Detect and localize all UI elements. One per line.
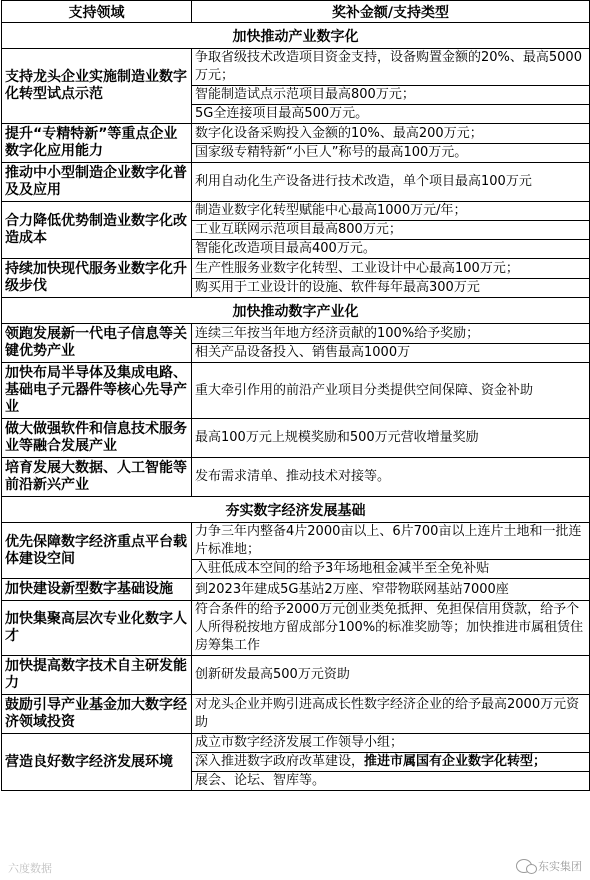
detail-cell: [192, 202, 590, 259]
table-row: [2, 656, 590, 695]
domain-cell: 提升“专精特新”等重点企业数字化应用能力: [2, 124, 192, 163]
domain-cell: 合力降低优势制造业数字化改造成本: [2, 202, 192, 259]
domain-cell: 培育发展大数据、人工智能等前沿新兴产业: [2, 458, 192, 497]
table-row: [2, 601, 590, 656]
section-title: 加快推动数字产业化: [2, 298, 590, 324]
domain-cell: 加快布局半导体及集成电路、基础电子元器件等核心先导产业: [2, 363, 192, 419]
detail-item: 展会、论坛、智库等。: [195, 773, 326, 788]
detail-item: 重大牵引作用的前沿产业项目分类提供空间保障、资金补助: [195, 382, 534, 398]
detail-item: 符合条件的给予2000万元创业类免抵押、免担保信用贷款，给予个人所得税按地方留成部分100%的标准奖励等；加快推进市属租赁住房筹集工作: [195, 602, 584, 653]
detail-item: 发布需求清单、推动技术对接等。: [195, 469, 391, 484]
detail-cell: [192, 656, 590, 695]
detail-item: 争取省级技术改造项目资金支持，设备购置金额的20%、最高5000万元；: [192, 49, 589, 86]
detail-item: 制造业数字化转型赋能中心最高1000万元/年；: [192, 202, 589, 221]
detail-item: 5G全连接项目最高500万元。: [195, 106, 369, 121]
table-row: [2, 363, 590, 419]
section-row: [2, 497, 590, 523]
detail-item: 工业互联网示范项目最高800万元；: [192, 221, 589, 240]
detail-item: 对龙头企业并购引进高成长性数字经济企业的给予最高2000万元资助: [195, 697, 580, 730]
table-row: [2, 458, 590, 497]
table-header-row: [2, 1, 590, 23]
detail-item: 创新研发最高500万元资助: [195, 667, 350, 682]
detail-cell: [192, 259, 590, 298]
domain-cell: 加快提高数字技术自主研发能力: [2, 656, 192, 695]
domain-cell: 做大做强软件和信息技术服务业等融合发展产业: [2, 419, 192, 458]
table-row: [2, 324, 590, 363]
table-row: [2, 202, 590, 259]
detail-item: 连续三年按当年地方经济贡献的100%给予奖励；: [192, 325, 589, 344]
detail-cell: [192, 324, 590, 363]
detail-item: 到2023年建成5G基站2万座、窄带物联网基站7000座: [195, 581, 509, 597]
wechat-icon: [516, 859, 532, 873]
detail-cell: [192, 363, 590, 419]
detail-cell: [192, 734, 590, 791]
domain-cell: 领跑发展新一代电子信息等关键优势产业: [2, 324, 192, 363]
table-row: [2, 163, 590, 202]
detail-cell: [192, 579, 590, 601]
table-row: [2, 419, 590, 458]
detail-cell: [192, 419, 590, 458]
detail-item: 国家级专精特新“小巨人”称号的最高100万元。: [195, 144, 468, 160]
domain-cell: 持续加快现代服务业数字化升级步伐: [2, 259, 192, 298]
domain-cell: 营造良好数字经济发展环境: [2, 734, 192, 791]
detail-item: 购买用于工业设计的设施、软件每年最高300万元: [195, 279, 480, 295]
section-title: 加快推动产业数字化: [2, 23, 590, 49]
table-row: [2, 49, 590, 124]
detail-cell: [192, 124, 590, 163]
detail-item: 智能化改造项目最高400万元。: [195, 241, 376, 256]
detail-cell: [192, 49, 590, 124]
domain-cell: 支持龙头企业实施制造业数字化转型试点示范: [2, 49, 192, 124]
detail-text: 深入推进数字政府改革建设，: [195, 754, 365, 769]
table-row: [2, 259, 590, 298]
detail-item: 智能制造试点示范项目最高800万元；: [192, 86, 589, 105]
table-row: [2, 695, 590, 734]
section-row: [2, 298, 590, 324]
detail-cell: [192, 523, 590, 579]
detail-item: 生产性服务业数字化转型、工业设计中心最高100万元；: [192, 260, 589, 279]
table-row: [2, 523, 590, 579]
watermark-right-text: 东实集团: [538, 860, 582, 873]
detail-bold-text: 推进市属国有企业数字化转型；: [364, 754, 547, 769]
table-row: [2, 734, 590, 791]
header-support: 奖补金额/支持类型: [192, 1, 590, 23]
table-row: [2, 124, 590, 163]
section-row: [2, 23, 590, 49]
detail-item: 最高100万元上规模奖励和500万元营收增量奖励: [195, 430, 479, 445]
detail-item: 利用自动化生产设备进行技术改造，单个项目最高100万元: [195, 174, 532, 189]
detail-item: 相关产品设备投入、销售最高1000万: [195, 344, 411, 360]
domain-cell: 加快集聚高层次专业化数字人才: [2, 601, 192, 656]
domain-cell: 鼓励引导产业基金加大数字经济领域投资: [2, 695, 192, 734]
domain-cell: 优先保障数字经济重点平台载体建设空间: [2, 523, 192, 579]
header-domain: 支持领域: [2, 1, 192, 23]
watermark-right: [516, 858, 582, 874]
detail-item: 成立市数字经济发展工作领导小组；: [192, 734, 589, 753]
section-title: 夯实数字经济发展基础: [2, 497, 590, 523]
detail-cell: [192, 601, 590, 656]
detail-item: [192, 753, 589, 772]
detail-cell: [192, 163, 590, 202]
detail-cell: [192, 695, 590, 734]
detail-item: 数字化设备采购投入金额的10%、最高200万元；: [192, 125, 589, 144]
watermark-left: 六度数据: [8, 862, 52, 875]
domain-cell: 推动中小型制造企业数字化普及及应用: [2, 163, 192, 202]
detail-item: 力争三年内整备4片2000亩以上、6片700亩以上连片土地和一批连片标准地；: [192, 523, 589, 560]
table-row: [2, 579, 590, 601]
detail-cell: [192, 458, 590, 497]
policy-table: [1, 0, 590, 791]
detail-item: 入驻低成本空间的给予3年场地租金减半至全免补贴: [195, 561, 490, 576]
domain-cell: 加快建设新型数字基础设施: [2, 579, 192, 601]
